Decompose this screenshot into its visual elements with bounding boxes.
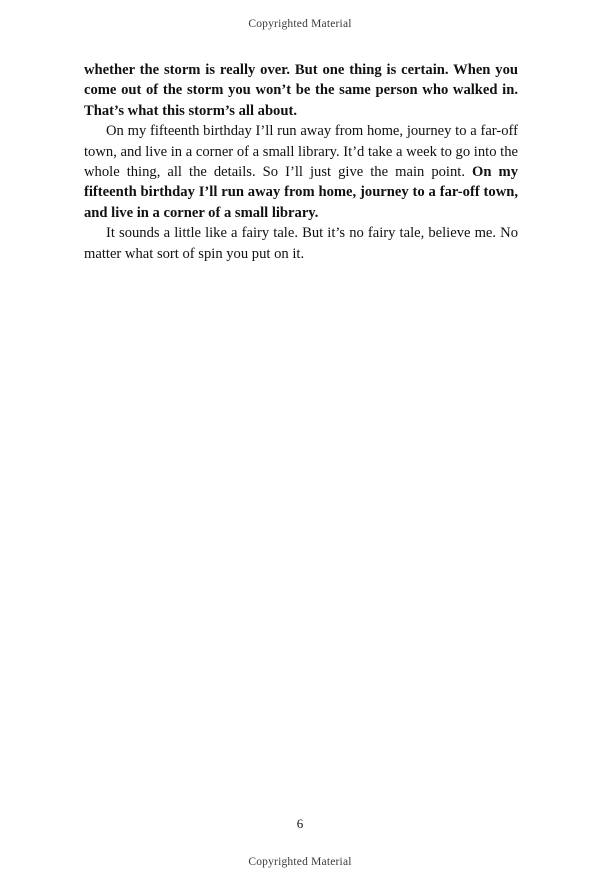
copyright-watermark-top: Copyrighted Material	[248, 18, 352, 30]
page-number: 6	[296, 816, 304, 831]
text-run: On my fifteenth birthday I’ll run away from home, journey to a far-off town, and live in a corner of a small library. It’d take a week to go into the whole thing, all the details. So I’ll just give the main point.	[84, 123, 518, 181]
paragraph	[84, 121, 518, 223]
paragraph	[84, 223, 518, 264]
bold-run: whether the storm is really over. But one thing is certain. When you come out of the storm you won’t be the same person who walked in. That’s what this storm’s all about.	[84, 62, 518, 119]
copyright-watermark-bottom: Copyrighted Material	[248, 856, 352, 868]
paragraph	[84, 60, 518, 121]
text-run: It sounds a little like a fairy tale. But it’s no fairy tale, believe me. No matter what sort of spin you put on it.	[84, 225, 518, 262]
bold-run: On my fifteenth birthday I’ll run away from home, journey to a far-off town, and live in a corner of a small library.	[84, 164, 518, 221]
body-text	[84, 60, 518, 264]
